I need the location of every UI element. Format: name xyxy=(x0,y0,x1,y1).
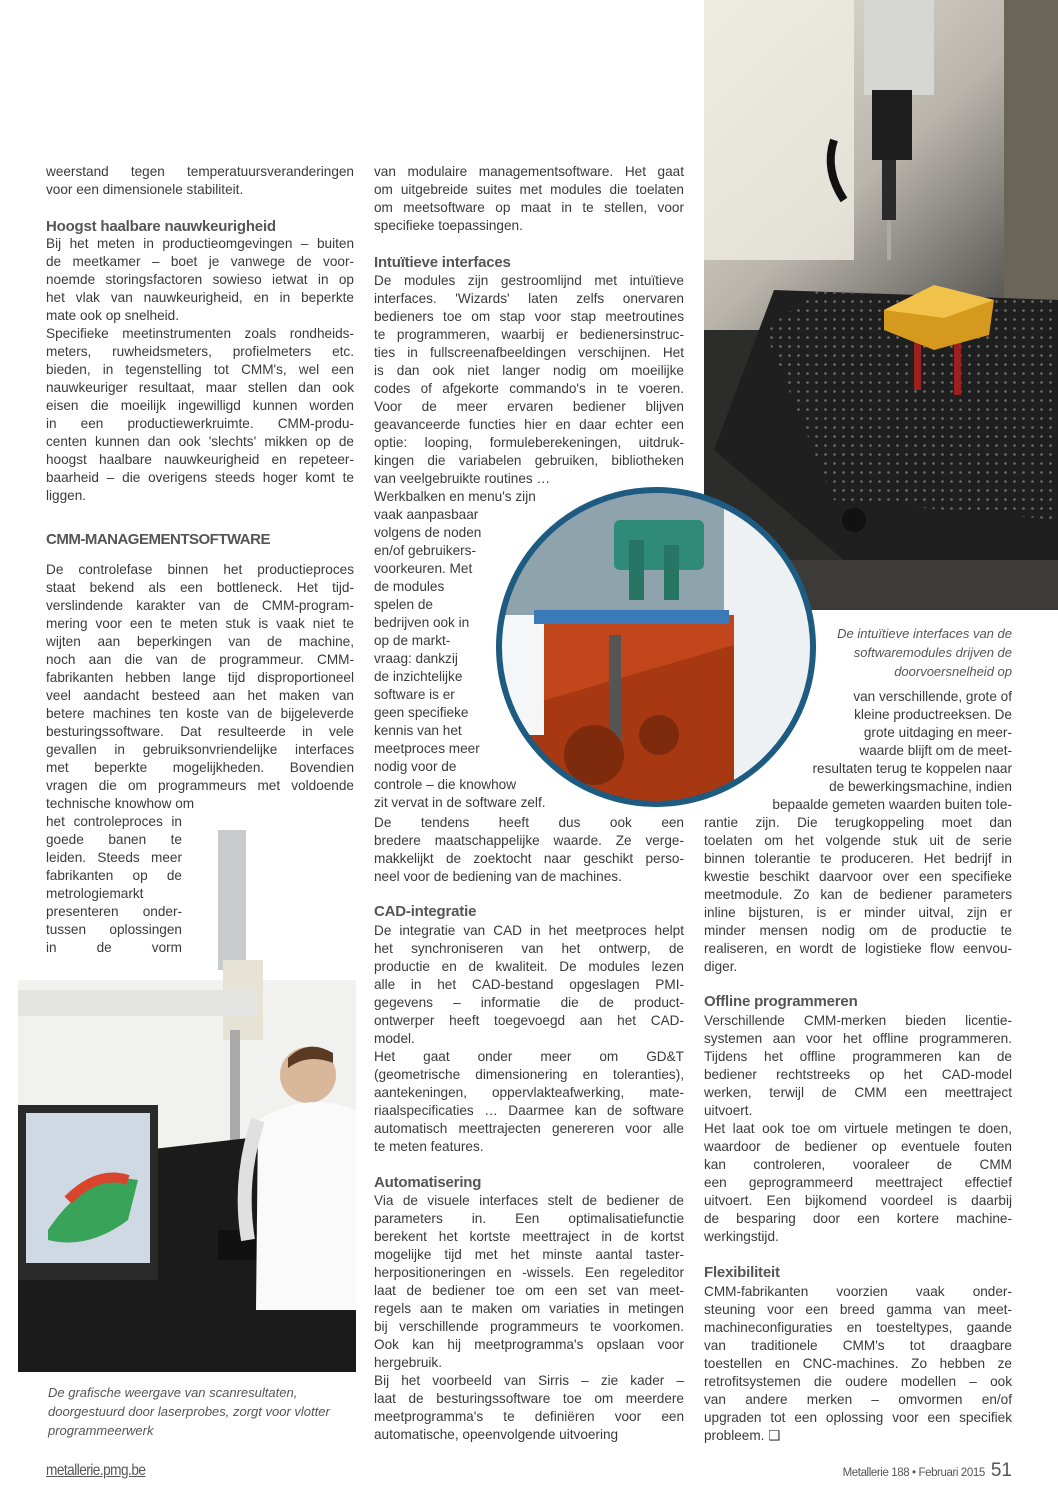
text-line: centen kunnen dan ook 'slechts' mikken op de xyxy=(46,434,354,449)
text-line: Het gaat onder meer om GD&T xyxy=(374,1049,684,1064)
text-line: zit vervat in de software zelf. xyxy=(374,795,546,810)
text-line: controle – die knowhow xyxy=(374,777,517,792)
text-line: en/of gebruikers- xyxy=(374,543,477,558)
text-line: om uitgebreide suites met modules die toelaten xyxy=(374,182,684,197)
text-line: weerstand tegen temperatuursveranderingen xyxy=(46,164,354,179)
text-line: het synchroniseren van het ontwerp, de xyxy=(374,941,684,956)
text-line: metrologiemarkt xyxy=(46,886,144,901)
text-line: hoogst haalbare nauwkeurigheid en repeteer- xyxy=(46,452,354,467)
text-line: vragen die om programmeurs met voldoende xyxy=(46,778,354,793)
text-line: tussen oplossingen xyxy=(46,922,182,937)
text-line: herpositioneringen en -wissels. Een regeleditor xyxy=(374,1265,684,1280)
text-line: mogelijke tijd met het minste aantal taster- xyxy=(374,1247,684,1262)
text-line: staat bekend als een bottleneck. Het tijd- xyxy=(46,580,354,595)
text-line: te meten features. xyxy=(374,1139,484,1154)
text-line: de modules xyxy=(374,579,445,594)
text-line: de besparing door een kortere machine- xyxy=(704,1211,1012,1226)
text-line: alle in het CAD-bestand opgeslagen PMI- xyxy=(374,977,684,992)
text-line: van traditionele CMM's tot draagbare xyxy=(704,1338,1012,1353)
text-line: binnen tolerantie te produceren. Het bedrijf in xyxy=(704,851,1012,866)
text-line: Het laat ook toe om virtuele metingen te doen, xyxy=(704,1121,1012,1136)
body-text xyxy=(704,814,1012,976)
text-line: codes of afgekorte commando's in te voeren. xyxy=(374,381,684,396)
text-line: nauwkeuriger resultaat, maar stellen dan ook xyxy=(46,380,354,395)
text-line: upgraden tot een oplossing voor een specifiek xyxy=(704,1410,1012,1425)
text-line: kan controleren, vooraleer de CMM xyxy=(704,1157,1012,1172)
text-line: Verschillende CMM-merken bieden licentie- xyxy=(704,1013,1012,1028)
text-line: gevallen in gebruiksonvriendelijke interfaces xyxy=(46,742,354,757)
text-line: om meetsoftware op maat in te stellen, voor xyxy=(374,200,684,215)
caption-line: De intuïtieve interfaces van de xyxy=(837,626,1012,641)
text-line: De modules zijn gestroomlijnd met intuïtieve xyxy=(374,273,684,288)
text-line: Bij het voorbeeld van Sirris – zie kader – xyxy=(374,1373,684,1388)
caption-line: softwaremodules drijven de xyxy=(853,645,1012,660)
text-line: realiseren, en wordt de logistieke flow eenvou- xyxy=(704,941,1012,956)
text-line: productie en de kwaliteit. De modules lezen xyxy=(374,959,684,974)
text-line: software is er xyxy=(374,687,455,702)
text-line: hergebruik. xyxy=(374,1355,443,1370)
section-heading-caps: CMM-MANAGEMENTSOFTWARE xyxy=(46,531,270,548)
section-heading: Automatisering xyxy=(374,1174,482,1191)
text-line: een geprogrammeerd meettraject effectief xyxy=(704,1175,1012,1190)
body-text-wrap xyxy=(374,488,574,812)
text-line: geavanceerde functies hier en daar echter een xyxy=(374,417,684,432)
body-text xyxy=(46,235,354,505)
text-line: goede banen te xyxy=(46,832,182,847)
body-text xyxy=(46,561,354,813)
text-line: voorkeuren. Met xyxy=(374,561,473,576)
text-line: de inzichtelijke xyxy=(374,669,463,684)
text-line: De controlefase binnen het productieproces xyxy=(46,562,354,577)
photo-caption xyxy=(837,624,1012,681)
text-line: van andere merken – omvormen en/of xyxy=(704,1392,1012,1407)
body-text-intro xyxy=(46,163,354,199)
text-line: model. xyxy=(374,1031,415,1046)
text-line: is dan ook niet langer nodig om moeilijke xyxy=(374,363,684,378)
text-line: retrofitsystemen die oudere modellen – ook xyxy=(704,1374,1012,1389)
text-line: makkelijkt de zoektocht naar geschikt perso- xyxy=(374,851,684,866)
text-line: bediener rechtstreeks op het CAD-model xyxy=(704,1067,1012,1082)
text-line: werken, terwijl de CMM een meettraject xyxy=(704,1085,1012,1100)
text-line: veel aandacht besteed aan het maken van xyxy=(46,688,354,703)
text-line: inline bijsturen, is er minder uitval, zijn er xyxy=(704,905,1012,920)
text-line: meetmodule. Zo kan de bediener parameters xyxy=(704,887,1012,902)
text-line: baarheid – die overigens steeds hoger komt te xyxy=(46,470,354,485)
text-line: liggen. xyxy=(46,488,87,503)
text-line: steuning voor een breed gamma van meet- xyxy=(704,1302,1012,1317)
text-line: parameters in. Een optimalisatiefunctie xyxy=(374,1211,684,1226)
text-line: interfaces. 'Wizards' laten zelfs onervaren xyxy=(374,291,684,306)
text-line: fabrikanten hebben lange tijd disproportioneel xyxy=(46,670,354,685)
text-line: gegevens – informatie die de product- xyxy=(374,995,684,1010)
text-line: bredere maatschappelijke waarde. Ze verge- xyxy=(374,833,684,848)
text-line: meetproces meer xyxy=(374,741,480,756)
text-line: meters, ruwheidsmeters, profielmeters etc. xyxy=(46,344,354,359)
text-line: voor een dimensionele stabiliteit. xyxy=(46,182,244,197)
section-heading: CAD-integratie xyxy=(374,903,477,920)
text-line: aantekeningen, oppervlakteafwerking, mate- xyxy=(374,1085,684,1100)
text-line: laat de bediener toe om een set van meet- xyxy=(374,1283,684,1298)
text-line: werkingstijd. xyxy=(704,1229,779,1244)
text-line: kleine productreeksen. De xyxy=(854,707,1012,722)
body-text xyxy=(374,922,684,1156)
text-line: leiden. Steeds meer xyxy=(46,850,182,865)
text-line: De integratie van CAD in het meetproces helpt xyxy=(374,923,684,938)
caption-line: programmeerwerk xyxy=(48,1423,154,1438)
text-line: noch aan die van de programmeur. CMM- xyxy=(46,652,354,667)
text-line: specifieke toepassingen. xyxy=(374,218,523,233)
text-line: Ook kan hij meetprogramma's opslaan voor xyxy=(374,1337,684,1352)
text-line: riaalspecificaties … Daarmee kan de software xyxy=(374,1103,684,1118)
text-line: van veelgebruikte routines … xyxy=(374,471,551,486)
photo-caption xyxy=(48,1383,330,1440)
caption-line: De grafische weergave van scanresultaten, xyxy=(48,1385,298,1400)
text-line: mate ook op snelheid. xyxy=(46,308,180,323)
text-line: minder mensen nodig om de productie te xyxy=(704,923,1012,938)
text-line: bedieners toe om stap voor stap meetroutines xyxy=(374,309,684,324)
text-line: probleem. ❑ xyxy=(704,1428,781,1443)
text-line: het controleproces in xyxy=(46,814,182,829)
body-text xyxy=(374,814,684,886)
text-line: volgens de noden xyxy=(374,525,482,540)
text-line: de meetkamer – boet je vanwege de voor- xyxy=(46,254,354,269)
text-line: berekent het kortste meettraject in de kortst xyxy=(374,1229,684,1244)
text-line: De tendens heeft dus ook een xyxy=(374,815,684,830)
text-line: betere machines ten koste van de bijgeleverde xyxy=(46,706,354,721)
text-line: uitvoert. xyxy=(704,1103,753,1118)
text-line: diger. xyxy=(704,959,738,974)
text-line: Via de visuele interfaces stelt de bediener de xyxy=(374,1193,684,1208)
text-line: kwestie beschikt daarvoor over een specifieke xyxy=(704,869,1012,884)
section-heading: Hoogst haalbare nauwkeurigheid xyxy=(46,218,276,235)
magazine-issue: Metallerie 188 • Februari 2015 xyxy=(842,1467,985,1479)
page-number: 51 xyxy=(990,1460,1012,1481)
text-line: eisen die moeilijk ingewilligd kunnen worden xyxy=(46,398,354,413)
text-line: bedrijven ook in xyxy=(374,615,470,630)
text-line: (geometrische dimensionering en toleranties), xyxy=(374,1067,684,1082)
text-line: systemen aan voor het offline programmeren. xyxy=(704,1031,1012,1046)
text-line: met beperkte mogelijkheden. Bovendien xyxy=(46,760,354,775)
body-text xyxy=(704,1283,1012,1445)
text-line: waarde blijft om de meet- xyxy=(859,743,1012,758)
text-line: kennis van het xyxy=(374,723,462,738)
body-text-wrap xyxy=(704,688,1012,814)
text-line: het vlak van nauwkeurigheid, en in beperkte xyxy=(46,290,354,305)
text-line: besturingssoftware. Dat resulteerde in vele xyxy=(46,724,354,739)
text-line: automatische, opeenvolgende uitvoering xyxy=(374,1427,619,1442)
text-line: ontwerper heeft toegevoegd aan het CAD- xyxy=(374,1013,684,1028)
text-line: fabrikanten op de xyxy=(46,868,182,883)
text-line: op de markt- xyxy=(374,633,451,648)
text-line: wijten aan beperkingen van de machine, xyxy=(46,634,354,649)
text-line: grote uitdaging en meer- xyxy=(863,725,1012,740)
text-line: automatisch meettrajecten genereren voor alle xyxy=(374,1121,684,1136)
text-line: presenteren onder- xyxy=(46,904,182,919)
text-line: vraag: dankzij xyxy=(374,651,458,666)
text-line: resultaten terug te koppelen naar xyxy=(812,761,1012,776)
text-line: waardoor de bediener op eventuele fouten xyxy=(704,1139,1012,1154)
text-line: technische knowhow om xyxy=(46,796,195,811)
text-line: regels aan te maken om variaties in metingen xyxy=(374,1301,684,1316)
website-link[interactable]: metallerie.pmg.be xyxy=(46,1462,146,1479)
section-heading: Flexibiliteit xyxy=(704,1264,780,1281)
body-text xyxy=(374,1192,684,1444)
body-text-intro xyxy=(374,163,684,235)
text-line: mering voor een te meten stuk is vaak niet te xyxy=(46,616,354,631)
text-line: spelen de xyxy=(374,597,433,612)
text-line: vaak aanpasbaar xyxy=(374,507,479,522)
text-line: uitvoert. Een bijkomend voordeel is daarbij xyxy=(704,1193,1012,1208)
text-line: Tijdens het offline programmeren kan de xyxy=(704,1049,1012,1064)
body-text xyxy=(374,272,684,488)
text-line: de bewerkingsmachine, indien xyxy=(829,779,1012,794)
text-line: Voor de meer ervaren bediener blijven xyxy=(374,399,684,414)
text-line: bepaalde gemeten waarden buiten tole- xyxy=(772,797,1012,812)
text-line: laat de besturingssoftware toe om meerdere xyxy=(374,1391,684,1406)
text-line: bieden, in tegenstelling tot CMM's, wel een xyxy=(46,362,354,377)
body-text-wrap xyxy=(46,813,182,957)
text-line: rantie zijn. Die terugkoppeling moet dan xyxy=(704,815,1012,830)
text-line: optie: looping, formuleberekeningen, uitdruk- xyxy=(374,435,684,450)
text-line: te programmeren, waarbij er bedienersinstruc- xyxy=(374,327,684,342)
text-line: machineconfiguraties en toesteltypes, gaande xyxy=(704,1320,1012,1335)
body-text xyxy=(704,1012,1012,1246)
caption-line: doorgestuurd door laserprobes, zorgt voor vlotter xyxy=(48,1404,330,1419)
text-line: toestellen en CNC-machines. Zo hebben ze xyxy=(704,1356,1012,1371)
section-heading: Offline programmeren xyxy=(704,993,858,1010)
text-line: Specifieke meetinstrumenten zoals rondheids- xyxy=(46,326,354,341)
text-line: van verschillende, grote of xyxy=(853,689,1012,704)
text-line: bij verschillende programmeurs te voorkomen. xyxy=(374,1319,684,1334)
text-line: noemde storingsfactoren sowieso ietwat in op xyxy=(46,272,354,287)
text-line: verslindende karakter van de CMM-program- xyxy=(46,598,354,613)
text-line: toelaten om het volgende stuk uit de serie xyxy=(704,833,1012,848)
page-footer xyxy=(843,1460,1012,1482)
text-line: ties in fullscreenafbeeldingen verschijnen. Het xyxy=(374,345,684,360)
text-line: meetprogramma's te definiëren voor een xyxy=(374,1409,684,1424)
text-line: nodig voor de xyxy=(374,759,457,774)
text-line: in de vorm xyxy=(46,940,182,955)
text-line: CMM-fabrikanten voorzien vaak onder- xyxy=(704,1284,1012,1299)
text-line: neel voor de bediening van de machines. xyxy=(374,869,622,884)
text-line: Bij het meten in productieomgevingen – buiten xyxy=(46,236,354,251)
text-line: van modulaire managementsoftware. Het gaat xyxy=(374,164,684,179)
section-heading: Intuïtieve interfaces xyxy=(374,254,511,271)
text-line: geen specifieke xyxy=(374,705,469,720)
caption-line: doorvoersnelheid op xyxy=(894,664,1012,679)
text-line: Werkbalken en menu's zijn xyxy=(374,489,536,504)
text-line: in een productiewerkruimte. CMM-produ- xyxy=(46,416,354,431)
text-line: kingen die variabelen gebruiken, bibliotheken xyxy=(374,453,684,468)
